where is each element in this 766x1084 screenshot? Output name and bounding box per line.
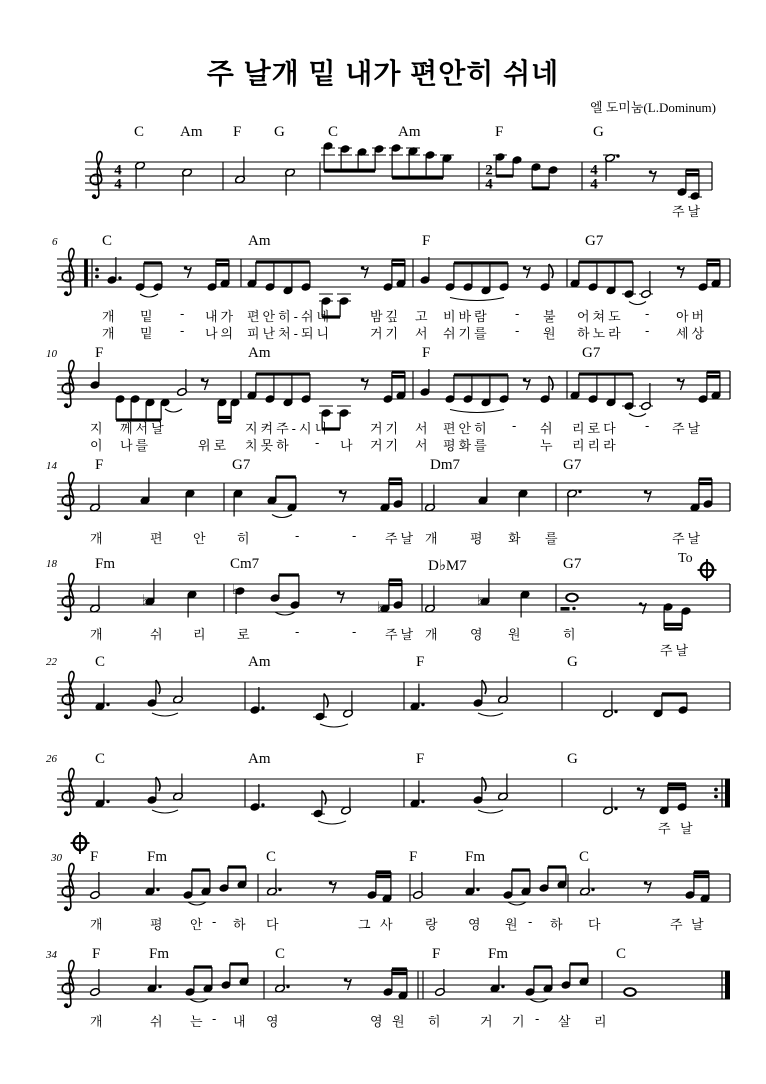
- chord-label: Am: [398, 124, 421, 140]
- lyric-syllable: 리: [193, 627, 209, 642]
- chord-label: Cm7: [230, 556, 260, 572]
- lyric-syllable: 평: [150, 917, 166, 932]
- lyric-syllable: 안: [190, 917, 206, 932]
- lyric-syllable: -: [212, 1011, 220, 1026]
- svg-text:4: 4: [590, 176, 598, 193]
- lyric-syllable: 거기: [370, 326, 402, 341]
- lyric-syllable: -: [515, 323, 523, 338]
- lyric-syllable: -: [315, 435, 323, 450]
- lyric-syllable: 원: [505, 917, 521, 932]
- lyric-syllable: 지: [90, 421, 106, 436]
- lyric-syllable: 불: [543, 309, 559, 324]
- lyric-syllable: 원: [392, 1014, 408, 1029]
- measure-number: 26: [46, 753, 57, 765]
- svg-text:♭: ♭: [477, 592, 484, 609]
- svg-text:2: 2: [485, 162, 493, 179]
- lyric-syllable: 주: [658, 821, 674, 836]
- lyric-syllable: 영: [370, 1014, 386, 1029]
- lyric-syllable: 영: [470, 627, 486, 642]
- lyric-syllable: 개: [425, 627, 441, 642]
- chord-label: F: [495, 124, 504, 140]
- lyric-syllable: 거기: [370, 421, 402, 436]
- chord-label: G: [593, 124, 604, 140]
- chord-label: F: [422, 233, 431, 249]
- chord-label: C: [579, 849, 590, 865]
- chord-label: F: [95, 345, 104, 361]
- coda-icon: [698, 559, 717, 581]
- chord-label: C: [102, 233, 113, 249]
- chord-label: Fm: [488, 946, 509, 962]
- lyric-syllable: -: [535, 1011, 543, 1026]
- lyric-syllable: 누: [540, 438, 556, 453]
- lyric-syllable: -: [180, 306, 188, 321]
- lyric-syllable: 날: [680, 821, 696, 836]
- chord-label: G7: [582, 345, 601, 361]
- svg-text:4: 4: [590, 162, 598, 179]
- time-signature: [590, 163, 598, 193]
- measure-number: 18: [46, 558, 57, 570]
- treble-clef-icon: [89, 151, 103, 198]
- lyric-syllable: 밑: [140, 326, 156, 341]
- lyric-syllable: 밑: [140, 309, 156, 324]
- measure-number: 22: [46, 656, 57, 668]
- chord-label: F: [432, 946, 441, 962]
- lyric-syllable: -: [352, 624, 360, 639]
- measure-number: 30: [51, 852, 62, 864]
- lyric-syllable: -: [352, 528, 360, 543]
- lyric-syllable: 개: [90, 917, 106, 932]
- lyric-syllable: 로: [237, 627, 253, 642]
- svg-text:♭: ♭: [142, 592, 149, 609]
- lyric-syllable: 는: [190, 1014, 206, 1029]
- lyric-syllable: 하: [550, 917, 566, 932]
- lyric-syllable: 리: [594, 1014, 610, 1029]
- lyric-syllable: 리로다: [572, 421, 619, 436]
- lyric-syllable: 쉬기를: [443, 326, 490, 341]
- system-notation: [57, 671, 730, 727]
- lyric-syllable: 밤깊: [370, 309, 402, 324]
- lyric-syllable: -: [295, 528, 303, 543]
- treble-clef-icon: [61, 768, 75, 815]
- lyric-syllable: 그: [358, 917, 374, 932]
- chord-label: G7: [563, 457, 582, 473]
- lyric-syllable: 화: [508, 531, 524, 546]
- chord-label: Am: [248, 233, 271, 249]
- chord-label: D♭M7: [428, 558, 467, 574]
- treble-clef-icon: [61, 573, 75, 620]
- treble-clef-icon: [61, 671, 75, 718]
- chord-label: Am: [248, 654, 271, 670]
- treble-clef-icon: [61, 248, 75, 295]
- chord-label: Am: [248, 751, 271, 767]
- lyric-syllable: 하노라: [577, 326, 624, 341]
- chord-label: F: [92, 946, 101, 962]
- lyric-syllable: -: [512, 418, 520, 433]
- lyric-syllable: 쉬: [150, 1014, 166, 1029]
- lyric-syllable: 영: [266, 1014, 282, 1029]
- svg-text:♭: ♭: [232, 582, 239, 598]
- lyric-syllable: 개: [425, 531, 441, 546]
- chord-label: Fm: [149, 946, 170, 962]
- lyric-syllable: 개: [90, 531, 106, 546]
- chord-label: F: [233, 124, 242, 140]
- svg-text:4: 4: [114, 162, 122, 179]
- treble-clef-icon: [61, 960, 75, 1007]
- lyric-syllable: 쉬: [150, 627, 166, 642]
- chord-label: F: [416, 654, 425, 670]
- lyric-syllable: 히: [428, 1014, 444, 1029]
- treble-clef-icon: [61, 360, 75, 407]
- system-notation: [57, 559, 730, 629]
- chord-label: F: [409, 849, 418, 865]
- lyric-syllable: 께서날: [120, 421, 167, 436]
- lyric-syllable: -: [645, 323, 653, 338]
- chord-label: C: [616, 946, 627, 962]
- chord-label: F: [422, 345, 431, 361]
- lyric-syllable: 거: [480, 1014, 496, 1029]
- lyric-syllable: 개: [90, 1014, 106, 1029]
- lyric-syllable: 주날: [672, 204, 704, 219]
- lyric-syllable: 히: [563, 627, 579, 642]
- svg-text:4: 4: [485, 176, 493, 193]
- lyric-syllable: 피난처-되니: [247, 326, 333, 341]
- lyric-syllable: 기: [512, 1014, 528, 1029]
- chord-label: C: [95, 654, 106, 670]
- lyric-syllable: 이: [90, 438, 106, 453]
- lyric-syllable: 위로: [198, 438, 230, 453]
- chord-label: G7: [232, 457, 251, 473]
- coda-icon: [71, 832, 90, 854]
- lyric-syllable: 서: [415, 421, 431, 436]
- measure-number: 34: [46, 949, 57, 961]
- lyric-syllable: 나: [340, 438, 356, 453]
- system-notation: [57, 768, 730, 824]
- chord-label: Fm: [95, 556, 116, 572]
- lyric-syllable: 개: [102, 326, 118, 341]
- svg-text:4: 4: [114, 176, 122, 193]
- chord-label: G: [567, 654, 578, 670]
- system-notation: [57, 472, 730, 519]
- lyric-syllable: 거기: [370, 438, 402, 453]
- system-notation: [85, 142, 712, 201]
- chord-label: C: [95, 751, 106, 767]
- chord-label: Am: [180, 124, 203, 140]
- lyric-syllable: 하: [233, 917, 249, 932]
- lyric-syllable: 나의: [205, 326, 237, 341]
- lyric-syllable: 내가: [205, 309, 237, 324]
- lyric-syllable: 날: [691, 917, 707, 932]
- lyric-syllable: 개: [90, 627, 106, 642]
- chord-label: C: [275, 946, 286, 962]
- lyric-syllable: 랑: [425, 917, 441, 932]
- song-title: 주 날개 밑 내가 편안히 쉬네: [206, 58, 560, 89]
- chord-label: Fm: [465, 849, 486, 865]
- lyric-syllable: 히: [237, 531, 253, 546]
- measure-number: 6: [52, 236, 58, 248]
- chord-label: G7: [585, 233, 604, 249]
- lyric-syllable: 개: [102, 309, 118, 324]
- lyric-syllable: -: [528, 914, 536, 929]
- system-notation: [57, 832, 730, 910]
- composer-credit: 엘 도미눔(L.Dominum): [589, 100, 716, 115]
- lyric-syllable: 살: [558, 1014, 574, 1029]
- lyric-syllable: -: [295, 624, 303, 639]
- lyric-syllable: 주날: [672, 421, 704, 436]
- lyric-syllable: 다: [266, 917, 282, 932]
- lyric-syllable: 편안히-쉬네: [247, 309, 333, 324]
- chord-label: Dm7: [430, 457, 460, 473]
- chord-label: G7: [563, 556, 582, 572]
- chord-label: G: [567, 751, 578, 767]
- lyric-syllable: 편: [150, 531, 166, 546]
- time-signature: [485, 163, 493, 193]
- lyric-syllable: -: [212, 914, 220, 929]
- chord-label: F: [416, 751, 425, 767]
- lyric-syllable: 다: [588, 917, 604, 932]
- lyric-syllable: 영: [468, 917, 484, 932]
- lyric-syllable: -: [515, 306, 523, 321]
- chord-label: C: [266, 849, 277, 865]
- chord-label: F: [90, 849, 99, 865]
- lyric-syllable: 쉬: [540, 421, 556, 436]
- system-notation: [57, 960, 730, 1007]
- treble-clef-icon: [61, 863, 75, 910]
- to-coda-label: To: [678, 551, 693, 566]
- lyric-syllable: 서: [415, 438, 431, 453]
- lyric-syllable: 아버: [676, 309, 708, 324]
- lyric-syllable: 사: [380, 917, 396, 932]
- chord-label: C: [328, 124, 339, 140]
- lyric-syllable: 안: [193, 531, 209, 546]
- lyric-syllable: 세상: [676, 326, 708, 341]
- lyric-syllable: 주날: [385, 531, 417, 546]
- lyric-syllable: 주날: [385, 627, 417, 642]
- lyric-syllable: 어쳐도: [577, 309, 624, 324]
- lyric-syllable: 치못하: [245, 438, 292, 453]
- lyric-syllable: -: [645, 306, 653, 321]
- lyric-syllable: 주: [670, 917, 686, 932]
- lyric-syllable: 주날: [672, 531, 704, 546]
- lyric-syllable: 평화를: [443, 438, 490, 453]
- lyric-syllable: 원: [508, 627, 524, 642]
- time-signature: [114, 163, 122, 193]
- chord-label: Fm: [147, 849, 168, 865]
- svg-text:♭: ♭: [377, 599, 384, 616]
- lyric-syllable: 비바람: [443, 309, 490, 324]
- measure-number: 10: [46, 348, 57, 360]
- lyric-syllable: 원: [543, 326, 559, 341]
- lyric-syllable: 내: [233, 1014, 249, 1029]
- treble-clef-icon: [61, 472, 75, 519]
- chord-label: G: [274, 124, 285, 140]
- chord-label: Am: [248, 345, 271, 361]
- lyric-syllable: -: [645, 418, 653, 433]
- lyric-syllable: 평: [470, 531, 486, 546]
- chord-label: C: [134, 124, 145, 140]
- lyric-syllable: 를: [545, 531, 561, 546]
- lyric-syllable: 주날: [660, 643, 692, 658]
- lyric-syllable: 고: [415, 309, 431, 324]
- lyric-syllable: 지켜주-시니: [245, 421, 331, 436]
- lyric-syllable: -: [180, 323, 188, 338]
- chord-label: F: [95, 457, 104, 473]
- lyric-syllable: 리리라: [572, 438, 619, 453]
- lyric-syllable: 편안히: [443, 421, 490, 436]
- lyric-syllable: 나를: [120, 438, 152, 453]
- measure-number: 14: [46, 460, 57, 472]
- lyric-syllable: 서: [415, 326, 431, 341]
